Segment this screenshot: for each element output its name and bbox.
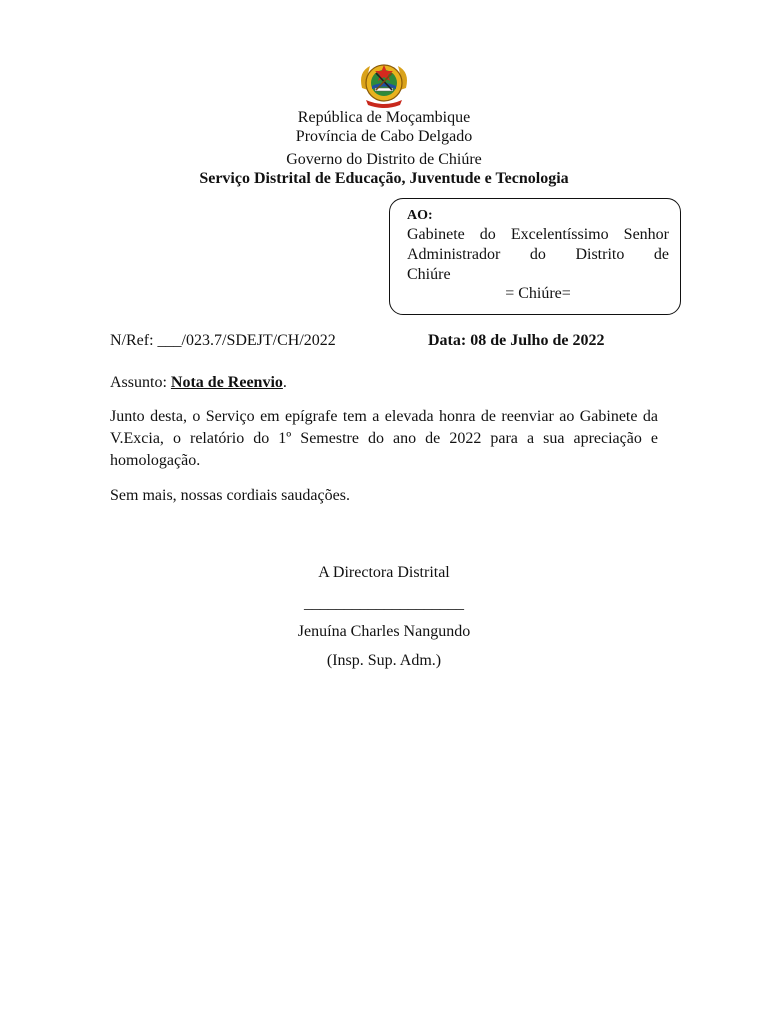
letter-date: Data: 08 de Julho de 2022	[428, 332, 605, 349]
header-province: Província de Cabo Delgado	[295, 128, 473, 145]
body-paragraph: Junto desta, o Serviço em epígrafe tem a elevada honra de reenviar ao Gabinete da V.Excia, o relatório do 1º Semestre do ano de 2022 para a sua apreciação e homologação.	[110, 408, 658, 469]
header-service: Serviço Distrital de Educação, Juventude e Tecnologia	[199, 170, 569, 187]
addressee-label: AO:	[407, 208, 433, 223]
signature-line: ____________________	[304, 595, 464, 612]
addressee-line-1: Gabinete do Excelentíssimo Senhor	[407, 226, 669, 243]
mozambique-coat-of-arms-icon	[352, 58, 416, 112]
signatory-name: Jenuína Charles Nangundo	[297, 623, 471, 640]
subject-suffix: .	[282, 374, 287, 391]
subject-line	[110, 373, 287, 393]
header-country: República de Moçambique	[297, 109, 471, 126]
addressee-line-4: = Chiúre=	[505, 285, 571, 302]
closing-salutation: Sem mais, nossas cordiais saudações.	[110, 487, 350, 504]
signatory-rank: (Insp. Sup. Adm.)	[326, 652, 442, 669]
reference-number: N/Ref: ___/023.7/SDEJT/CH/2022	[110, 332, 336, 349]
addressee-line-3: Chiúre	[407, 266, 451, 283]
addressee-line-2: Administrador do Distrito de	[407, 246, 669, 263]
subject-label: Assunto:	[110, 374, 171, 391]
signatory-title: A Directora Distrital	[318, 564, 450, 581]
header-district-government: Governo do Distrito de Chiúre	[286, 151, 482, 168]
subject-value: Nota de Reenvio	[170, 374, 283, 391]
